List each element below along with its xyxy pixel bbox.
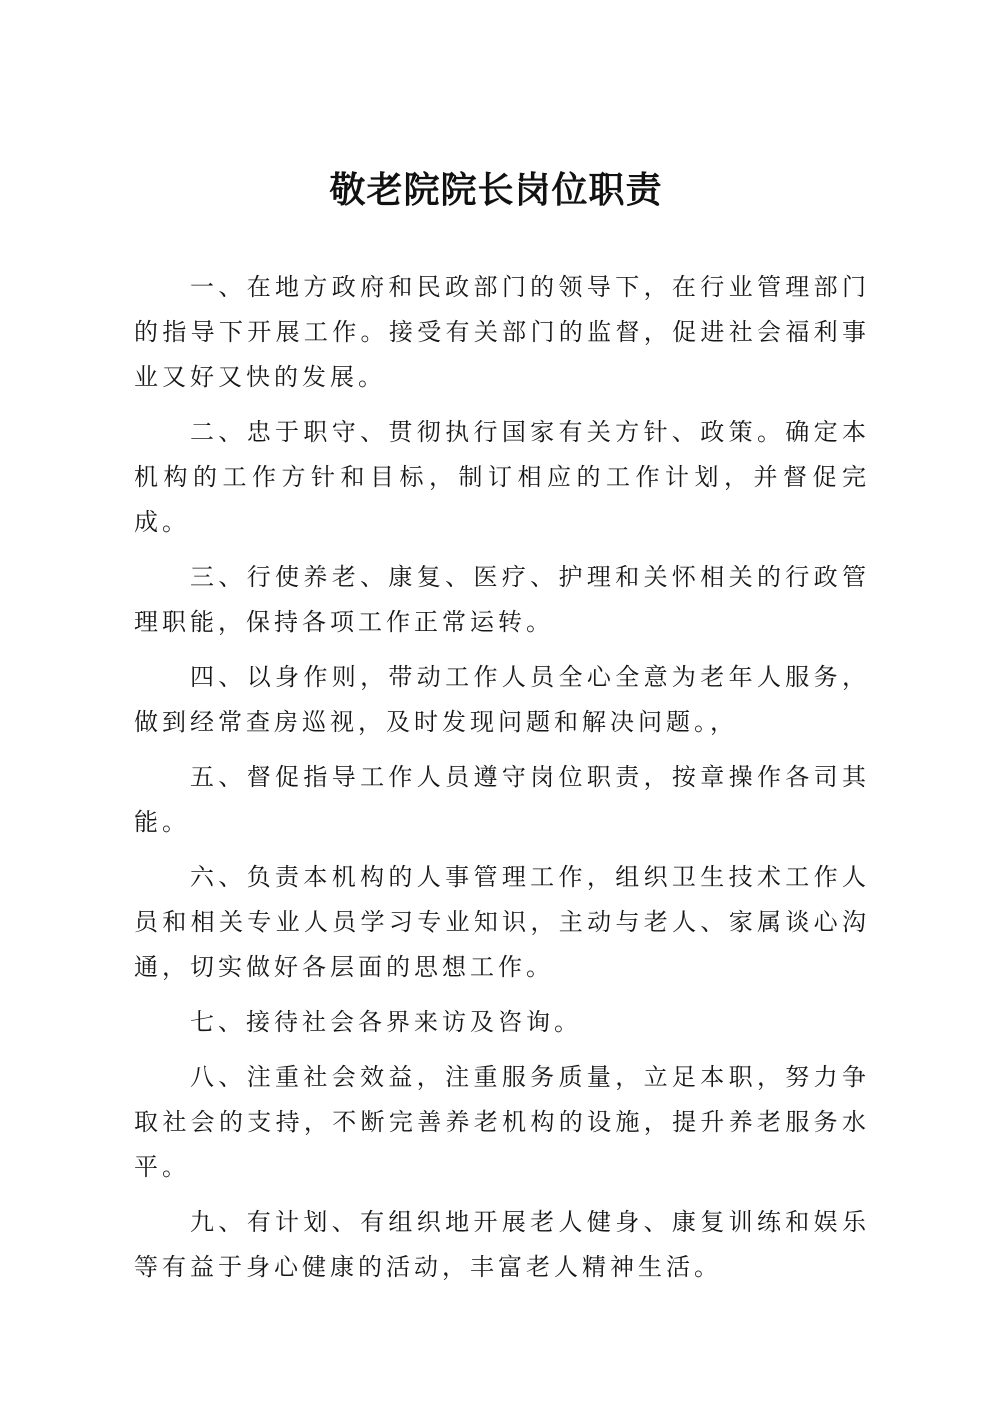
duty-paragraph-7: 七、接待社会各界来访及咨询。 — [190, 1008, 582, 1036]
duty-paragraph-4: 四、以身作则，带动工作人员全心全意为老年人服务，做到经常查房巡视，及时发现问题和解决问题。， — [134, 663, 870, 736]
duty-paragraph-1: 一、在地方政府和民政部门的领导下，在行业管理部门的指导下开展工作。接受有关部门的监督，促进社会福利事业又好又快的发展。 — [134, 273, 870, 391]
duty-paragraph-9: 九、有计划、有组织地开展老人健身、康复训练和娱乐等有益于身心健康的活动，丰富老人精神生活。 — [134, 1208, 870, 1281]
duty-paragraph-8: 八、注重社会效益，注重服务质量，立足本职，努力争取社会的支持，不断完善养老机构的设施，提升养老服务水平。 — [134, 1063, 870, 1181]
document-title: 敬老院院长岗位职责 — [329, 169, 663, 211]
duty-paragraph-6: 六、负责本机构的人事管理工作，组织卫生技术工作人员和相关专业人员学习专业知识，主动与老人、家属谈心沟通，切实做好各层面的思想工作。 — [134, 863, 870, 981]
duty-paragraph-2: 二、忠于职守、贯彻执行国家有关方针、政策。确定本机构的工作方针和目标，制订相应的工作计划，并督促完成。 — [134, 418, 870, 536]
duty-paragraph-5: 五、督促指导工作人员遵守岗位职责，按章操作各司其能。 — [134, 763, 870, 836]
duty-paragraph-3: 三、行使养老、康复、医疗、护理和关怀相关的行政管理职能，保持各项工作正常运转。 — [134, 563, 870, 636]
document-body — [134, 265, 870, 1300]
